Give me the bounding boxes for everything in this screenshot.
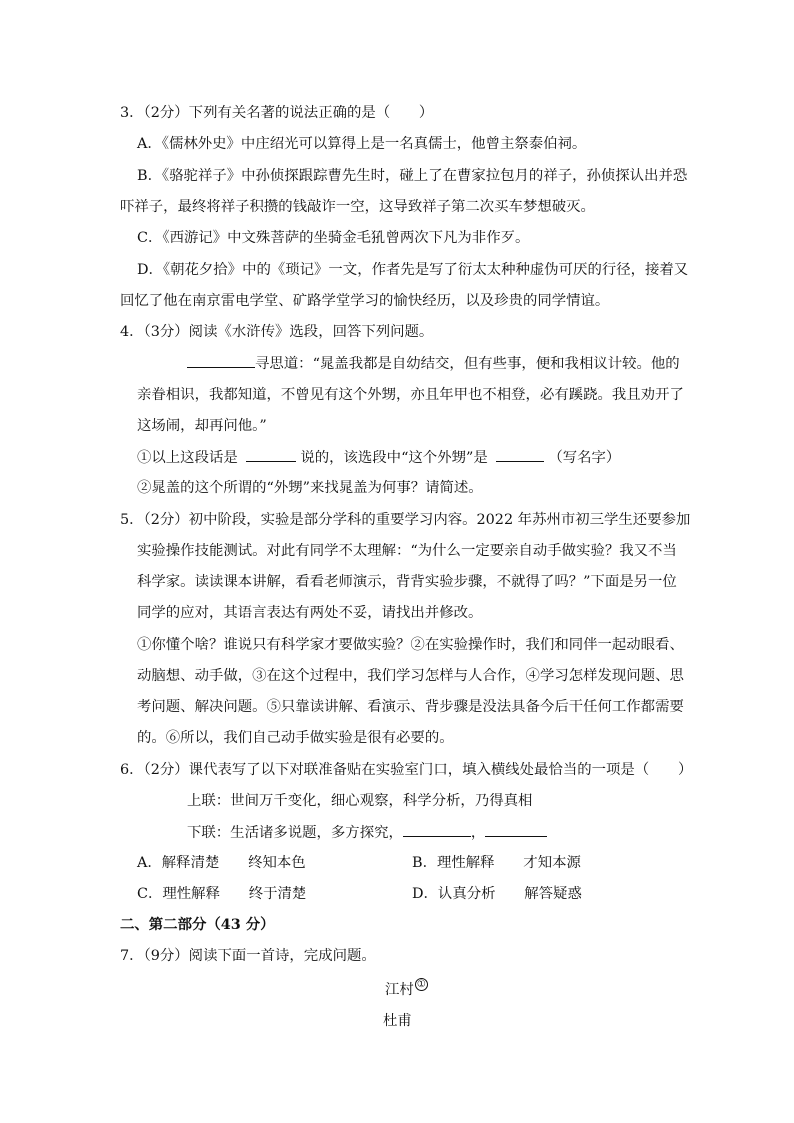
q7-stem: 7．（9分）阅读下面一首诗，完成问题。 <box>120 948 376 964</box>
poem-title <box>385 978 428 1000</box>
q3-option-b-line2: 吓祥子，最终将祥子积攒的钱敲诈一空，这导致祥子第二次买车梦想破灭。 <box>120 199 595 215</box>
q4-sub1-blank-nephew[interactable] <box>496 447 544 462</box>
q6-comma: ， <box>470 825 486 841</box>
q3-stem: 3．（2分）下列有关名著的说法正确的是（ ） <box>120 105 434 121</box>
q6-option-d[interactable]: D．认真分析 解答疑惑 <box>412 886 582 902</box>
q5-line2: 实验操作技能测试。对此有同学不太理解：“为什么一定要亲自动手做实验？我又不当 <box>137 543 677 559</box>
q4-speaker-blank[interactable] <box>187 353 255 368</box>
q6-option-a[interactable]: A．解释清楚 终知本色 <box>137 855 306 871</box>
q3-option-b-line1[interactable]: B．《骆驼祥子》中孙侦探跟踪曹先生时，碰上了在曹家拉包月的祥子，孙侦探认出并恐 <box>137 168 688 184</box>
q5-line4: 同学的应对，其语言表达有两处不妥，请找出并修改。 <box>137 605 483 621</box>
q4-passage-line1 <box>187 353 680 374</box>
poem-author: 杜甫 <box>383 1013 412 1029</box>
section-heading: 二、第二部分（43 分） <box>120 916 275 933</box>
q3-option-a[interactable]: A．《儒林外史》中庄绍光可以算得上是一名真儒士，他曾主祭泰伯祠。 <box>137 136 587 152</box>
q3-option-c[interactable]: C．《西游记》中文殊菩萨的坐骑金毛犼曾两次下凡为非作歹。 <box>137 230 530 246</box>
q5-line5: ①你懂个啥？谁说只有科学家才要做实验？②在实验操作时，我们和同伴一起动眼看、 <box>137 637 684 653</box>
q3-option-d-line1[interactable]: D．《朝花夕拾》中的《琐记》一文，作者先是写了衍太太种种虚伪可厌的行径，接着又 <box>137 262 689 278</box>
q5-line7: 考问题、解决问题。⑤只靠读讲解、看演示、背步骤是没法具备今后干任何工作都需要 <box>137 699 684 715</box>
q4-passage-line2: 亲眷相识，我都知道，不曾见有这个外甥，亦且年甲也不相登，必有蹊跷。我且劝开了 <box>137 387 684 403</box>
q4-passage-text1: 寻思道：“晁盖我都是自幼结交，但有些事，便和我相议计较。他的 <box>255 356 680 372</box>
q6-option-c[interactable]: C．理性解释 终于清楚 <box>137 886 307 902</box>
q5-line1: 5．（2分）初中阶段，实验是部分学科的重要学习内容。2022 年苏州市初三学生还要参加 <box>120 512 691 528</box>
q6-lower-text: 下联：生活诸多说题，多方探究， <box>187 825 403 841</box>
q4-stem: 4．（3分）阅读《水浒传》选段，回答下列问题。 <box>120 324 434 340</box>
q5-line3: 科学家。读读课本讲解，看看老师演示，背背实验步骤，不就得了吗？”下面是另一位 <box>137 574 677 590</box>
poem-title-text: 江村 <box>385 982 414 998</box>
q4-subquestion-1 <box>137 447 620 468</box>
q6-upper-couplet: 上联：世间万千变化，细心观察，科学分析，乃得真相 <box>187 793 533 809</box>
q6-lower-couplet <box>187 822 547 843</box>
q4-subquestion-2: ②晁盖的这个所谓的“外甥”来找晁盖为何事？请简述。 <box>137 480 483 496</box>
q5-line6: 动脑想、动手做，③在这个过程中，我们学习怎样与人合作，④学习怎样发现问题、思 <box>137 668 684 684</box>
footnote-marker: ① <box>415 978 428 991</box>
q6-option-b[interactable]: B．理性解释 才知本源 <box>412 855 581 871</box>
q6-stem: 6．（2分）课代表写了以下对联准备贴在实验室门口，填入横线处最恰当的一项是（ ） <box>120 762 693 778</box>
q4-passage-line3: 这场闹，却再问他。” <box>137 418 267 434</box>
q3-option-d-line2: 回忆了他在南京雷电学堂、矿路学堂学习的愉快经历，以及珍贵的同学情谊。 <box>120 293 610 309</box>
q4-sub1-blank-speaker[interactable] <box>246 447 296 462</box>
q6-blank-1[interactable] <box>403 822 471 837</box>
q5-line8: 的。⑥所以，我们自己动手做实验是很有必要的。 <box>137 730 454 746</box>
q4-sub1-text-c: （写名字） <box>548 450 621 466</box>
q4-sub1-text-a: ①以上这段话是 <box>137 450 238 466</box>
q4-sub1-text-b: 说的，该选段中“这个外甥”是 <box>300 450 488 466</box>
q6-blank-2[interactable] <box>485 822 547 837</box>
